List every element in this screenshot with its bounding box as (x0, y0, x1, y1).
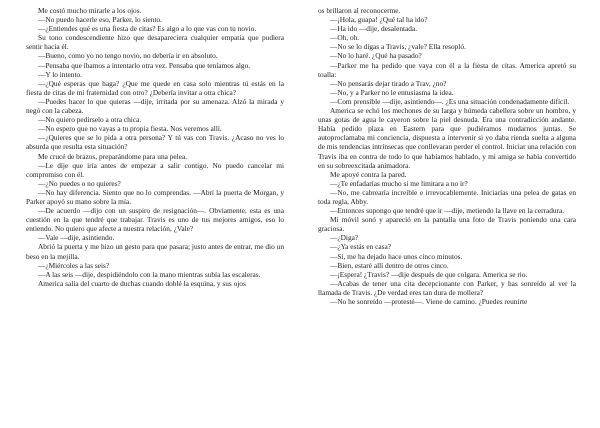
paragraph: —¿Entiendes qué es una fiesta de citas? Es algo a lo que vas con tu novio. (38, 24, 257, 34)
paragraph: —No lo haré. ¿Qué ha pasado? (330, 51, 422, 61)
paragraph: —No hay diferencia. Siento que no lo comprendas. —Abrí la puerta de Morgan, y Parker apoyó su mano sobre la mía. (26, 187, 284, 206)
paragraph: —No quiero pedírselo a otra chica. (38, 115, 142, 125)
paragraph: —¿Miércoles a las seis? (38, 260, 110, 270)
paragraph: —Puedes hacer lo que quieras —dije, irritada por su amenaza. Alzó la mirada y negó con la cabeza. (26, 96, 284, 116)
paragraph: —Com prensible —dije, asintiendo—. ¿Es una situación condenadamente difícil. (330, 96, 570, 106)
paragraph: os brillaron al reconocerme. (318, 6, 401, 15)
paragraph: —Ha ido —dije, desalentada. (330, 24, 418, 34)
paragraph: —¿Diga? (330, 233, 359, 243)
paragraph: —¿No puedes o no quieres? (38, 178, 121, 188)
paragraph: —Y lo intento. (38, 69, 82, 79)
paragraph: —No pensarás dejar tirado a Trav, ¿no? (330, 78, 447, 88)
paragraph: —Bueno, como yo no tengo novio, no debería ir en absoluto. (38, 51, 218, 61)
paragraph: —Oh, oh. (330, 33, 360, 43)
paragraph: —A las seis —dije, despidiéndolo con la mano mientras subía las escaleras. (38, 269, 261, 279)
paragraph: —No se lo digas a Travis, ¿vale? Ella resopló. (330, 42, 466, 52)
paragraph: Abrió la puerta y me hizo un gesto para que pasara; justo antes de entrar, me dio un beso en la mejilla. (26, 242, 284, 261)
paragraph: —No puedo hacerle eso, Parker, lo siento. (38, 15, 162, 25)
paragraph: —No he sonreído —protesté—. Viene de camino. ¿Puedes reunirte (330, 297, 528, 306)
paragraph: —¿Te enfadarías mucho si me limitara a no ir? (330, 178, 468, 188)
paragraph: —Le dije que iría antes de empezar a salir contigo. No puedo cancelar mi compromiso con él. (26, 160, 284, 179)
paragraph: —Entonces supongo que tendré que ir —dije, metiendo la llave en la cerradura. (330, 206, 565, 216)
paragraph: Su tono condescendiente hizo que desapareciera cualquier empatía que pudiera sentir hacia él. (26, 33, 284, 52)
paragraph: America salía del cuarto de duchas cuando doblé la esquina, y sus ojos (38, 278, 246, 288)
paragraph: —Parker me ha pedido que vaya con él a la fiesta de citas. America apretó su toalla: (318, 60, 576, 79)
paragraph: —Pensaba que íbamos a intentarlo otra vez. Pensaba que teníamos algo. (38, 60, 251, 70)
paragraph: —Bien, estaré allí dentro de otros cinco. (330, 260, 449, 270)
paragraph: —¿Quieres que se lo pida a otra persona? Y tú vas con Travis. ¿Acaso no ves lo absurda que resulta esta situación? (26, 133, 284, 152)
paragraph: —No espero que no vayas a tu propia fiesta. Nos veremos allí. (38, 124, 222, 134)
left-page (26, 6, 284, 288)
paragraph: Me costó mucho mirarle a los ojos. (38, 6, 142, 15)
right-page (318, 6, 576, 306)
paragraph: —¿Qué esperas que haga? ¿Que me quede en casa solo mientras tú estás en la fiesta de citas de mi fraternidad con otro? ¿Debería invitar a otra chica? (26, 78, 284, 97)
paragraph: —Acabas de tener una cita decepcionante con Parker, y has sonreído al ver la llamada de Travis. ¿De verdad eres tan dura de mollera? (318, 278, 576, 297)
paragraph: —¡Hola, guapa! ¿Qué tal ha ido? (330, 15, 428, 25)
paragraph: —De acuerdo —dijo con un suspiro de resignación—. Obviamente, esta es una cuestión en la que tendré que trabajar. Travis es uno de tus mejores amigos, eso lo entiendo. No quiero que afecte a nuestra relación, ¿Vale? (26, 206, 284, 234)
paragraph: —¡Espera! ¿Travis? —dije después de que colgara. America se rio. (330, 269, 528, 279)
paragraph: Mi móvil sonó y apareció en la pantalla una foto de Travis poniendo una cara graciosa. (318, 215, 576, 234)
paragraph: —No, y a Parker no le entusiasma la idea. (330, 87, 454, 97)
paragraph: Me apoyé contra la pared. (330, 169, 407, 179)
paragraph: —¿Ya estás en casa? (330, 242, 392, 252)
paragraph: —Sí, me ha dejado hace unos cinco minutos. (330, 251, 463, 261)
paragraph: —No, me cabrearía increíble e irrevocablemente. Iniciarías una pelea de gatas en toda regla, Abby. (318, 187, 576, 206)
paragraph: America se echó los mechones de su larga y húmeda cabellera sobre un hombro, y unas gotas de agua le cayeron sobre la piel desnuda. Era una contradicción andante. Había pedido plaza en Eastern para que pudiéramos mudarnos juntas. Se autoproclamaba mi conciencia, dispuesta a intervenir si yo daba rienda suelta a alguna de mis tendencias intrínsecas que conllevaran perder el control. Iniciar una relación con Travis iba en contra de todo lo que habíamos hablado, y mi amiga se había convertido en su sobreexcitada animadora. (318, 106, 576, 170)
paragraph: —Vale —dije, asintiendo. (38, 233, 115, 243)
paragraph: Me crucé de brazos, preparándome para una pelea. (38, 151, 188, 161)
